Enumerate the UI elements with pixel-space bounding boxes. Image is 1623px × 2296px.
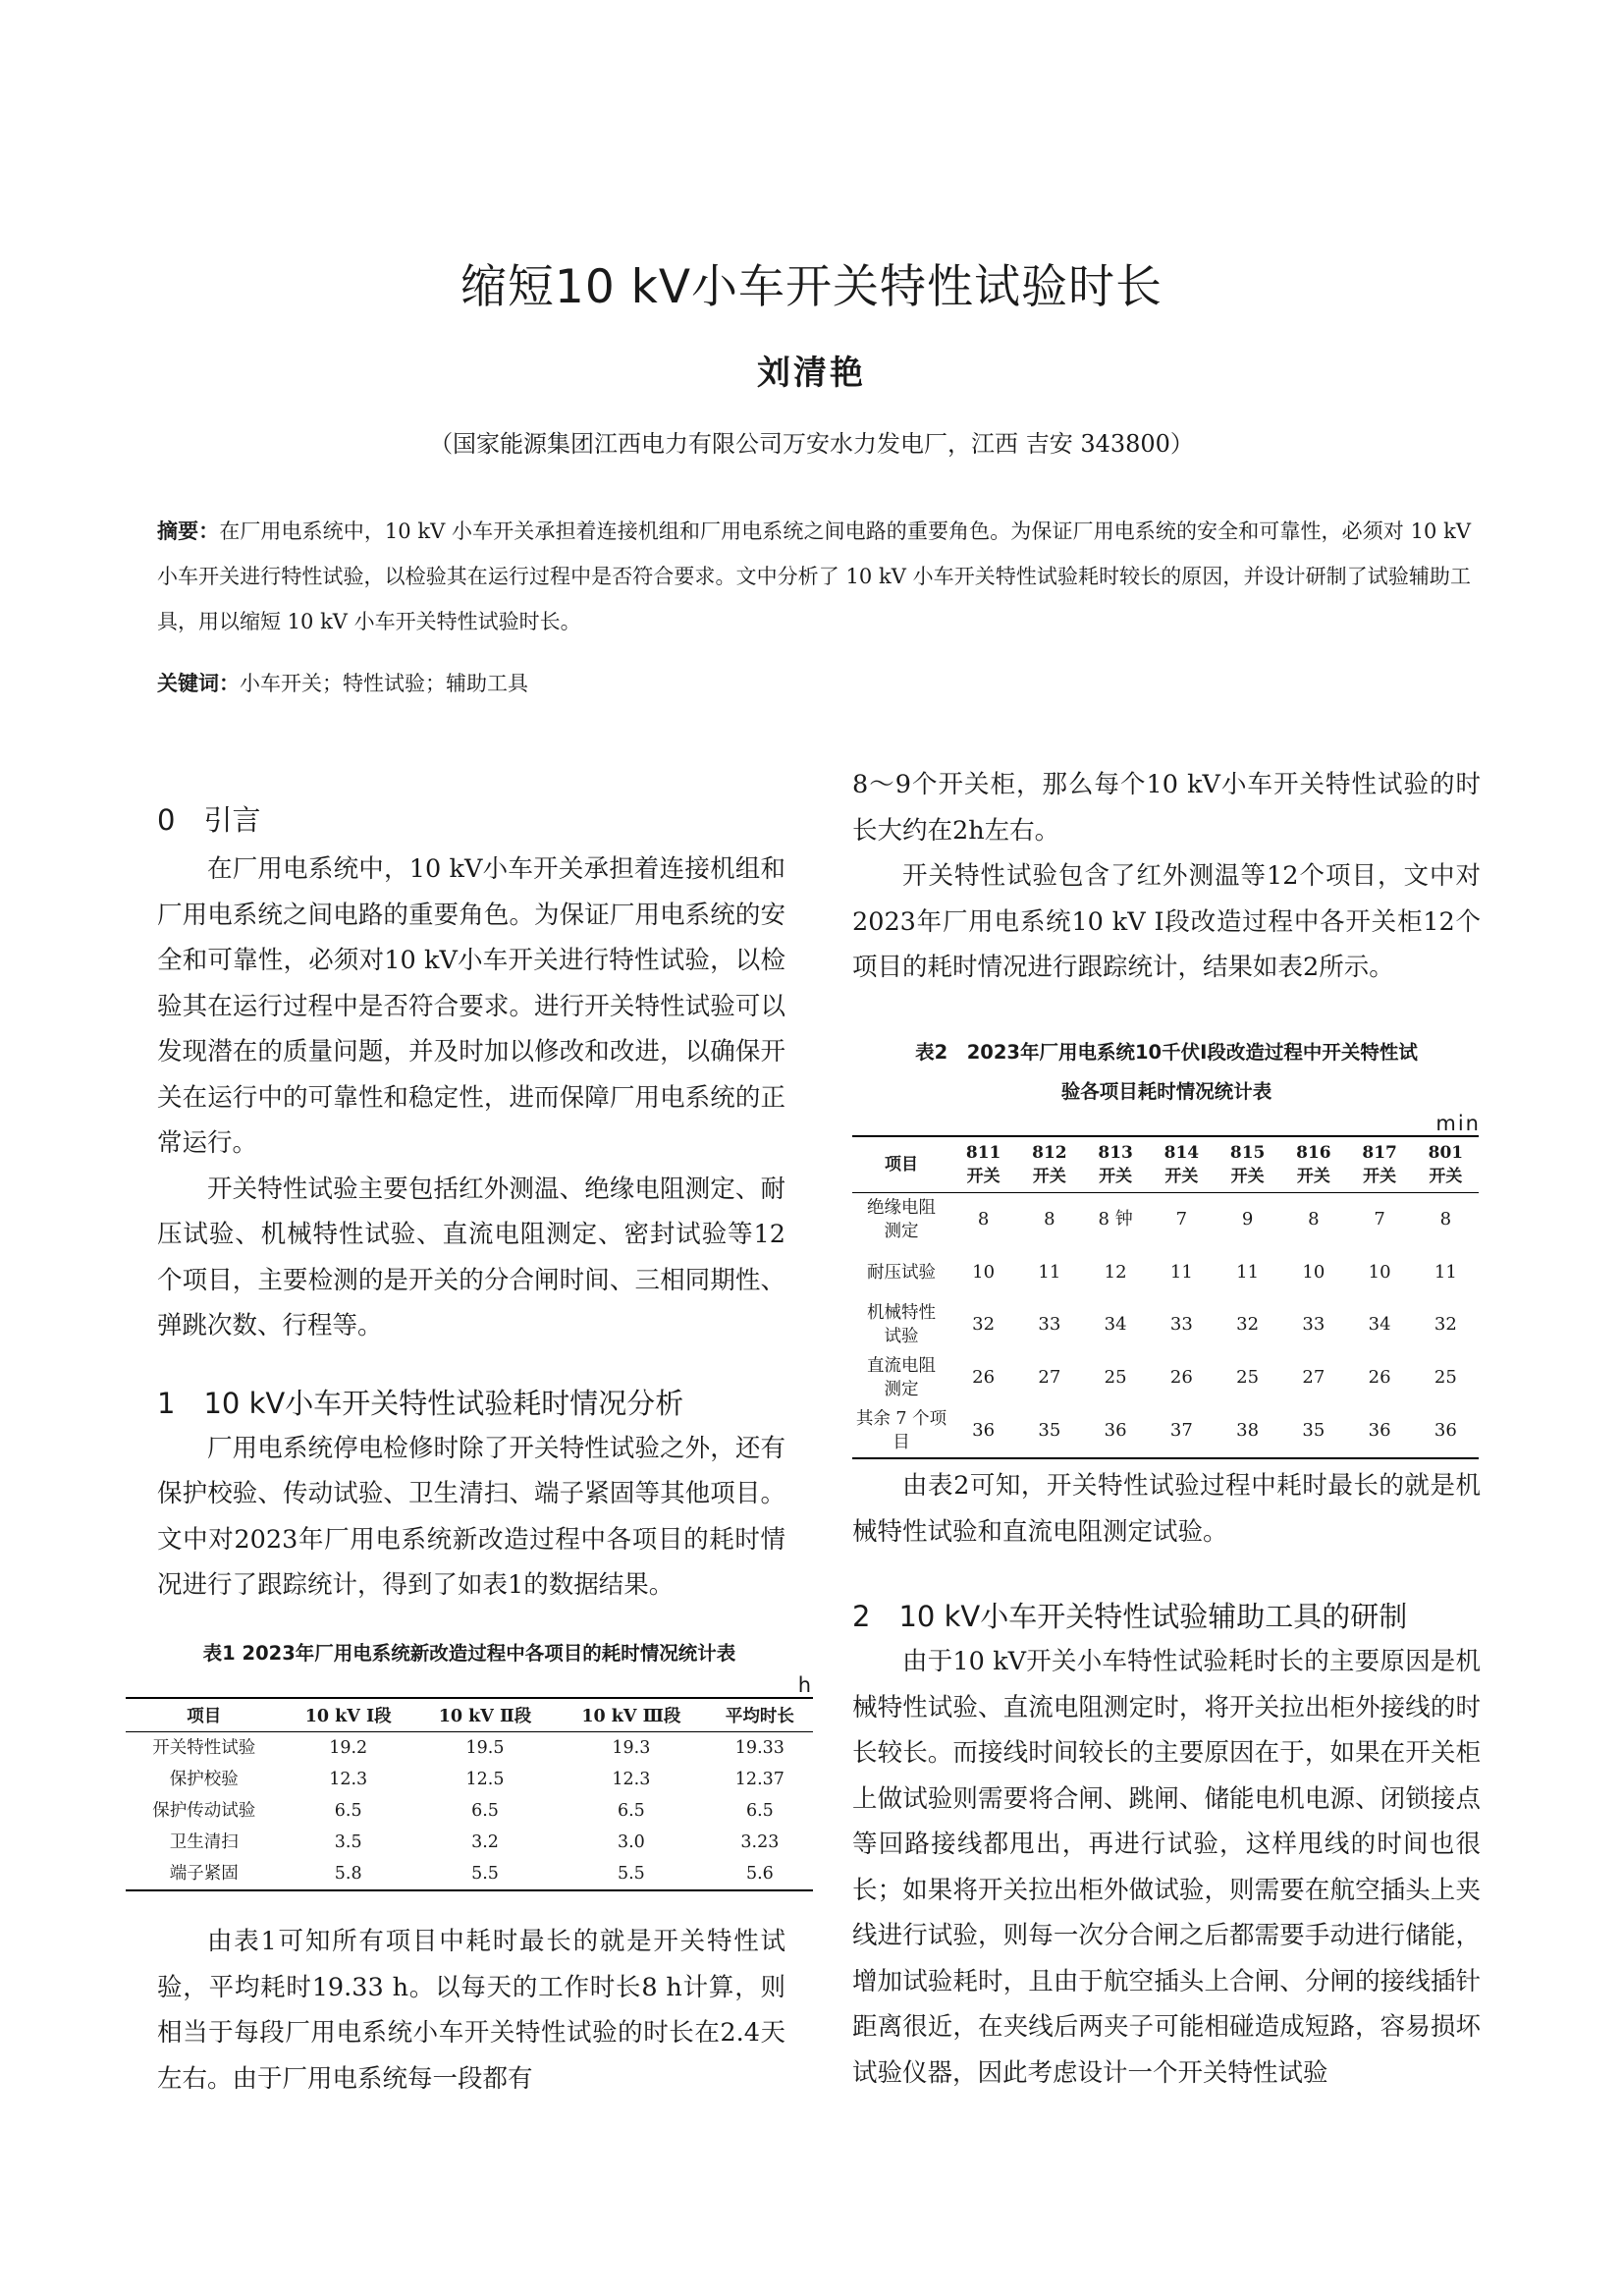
- table-2-cell: 11: [1236, 1261, 1260, 1283]
- table-2-row: [852, 1298, 1479, 1351]
- section-2-heading: 2 10 kV小车开关特性试验辅助工具的研制: [852, 1600, 1408, 1633]
- table-1-cell: 3.0: [617, 1832, 645, 1852]
- table-2-cell: 26: [1368, 1367, 1391, 1388]
- table-2-row: [852, 1193, 1479, 1247]
- table-2-cell: 9: [1241, 1209, 1254, 1230]
- table-2-cell: 其余 7 个项 目: [852, 1404, 950, 1458]
- table-1-header-cell: 10 kV Ⅲ段: [556, 1698, 707, 1732]
- table-2-caption-line-2: 验各项目耗时情况统计表: [1060, 1080, 1272, 1103]
- table-2-cell: 34: [1104, 1314, 1127, 1335]
- section-0-heading: 0 引言: [157, 803, 261, 837]
- table-2-unit: min: [1435, 1112, 1481, 1135]
- table-2-cell: 35: [1016, 1404, 1082, 1458]
- table-2-cell: 36: [1347, 1404, 1413, 1458]
- table-2-cell: 耐压试验: [867, 1262, 936, 1283]
- section-1-paragraph-1: 厂用电系统停电检修时除了开关特性试验之外，还有保护校验、传动试验、卫生清扫、端子紧固等其他项目。文中对2023年厂用电系统新改造过程中各项目的耗时情况进行了跟踪统计，得到了如表1的数据结果。: [157, 1433, 785, 1600]
- table-1-cell: 卫生清扫: [169, 1832, 239, 1852]
- right-paragraph-2: 开关特性试验包含了红外测温等12个项目，文中对2023年厂用电系统10 kV Ⅰ段改造过程中各开关柜12个项目的耗时情况进行跟踪统计，结果如表2所示。: [852, 861, 1481, 982]
- section-1-heading: 1 10 kV小车开关特性试验耗时情况分析: [157, 1386, 684, 1420]
- right-column-continued: [852, 1463, 1481, 2096]
- table-1-cell: 3.5: [334, 1832, 362, 1852]
- table-2-cell: 35: [1280, 1404, 1346, 1458]
- table-2-cell: 11: [1169, 1261, 1193, 1283]
- table-1-row: [126, 1858, 813, 1890]
- table-1-header-cell: 10 kV Ⅱ段: [414, 1698, 556, 1732]
- table-1-header-cell: 平均时长: [707, 1698, 813, 1732]
- table-1: [126, 1697, 813, 1891]
- table-2-cell: 34: [1368, 1314, 1391, 1335]
- table-1-block: [126, 1634, 813, 1891]
- table-1-cell: 5.8: [282, 1858, 413, 1890]
- table-2-cell: 32: [972, 1314, 996, 1335]
- table-1-cell: 5.6: [707, 1858, 813, 1890]
- table-2-cell: 27: [1302, 1367, 1325, 1388]
- table-1-cell: 12.3: [329, 1770, 368, 1789]
- table-2-cell: 8: [977, 1209, 990, 1230]
- table-1-cell: 6.5: [471, 1801, 499, 1821]
- table-2-cell: 33: [1169, 1314, 1193, 1335]
- table-2-header-cell: 814 开关: [1149, 1136, 1215, 1193]
- table-2-header-cell: 816 开关: [1280, 1136, 1346, 1193]
- table-1-cell: 开关特性试验: [152, 1738, 256, 1758]
- table-2-cell: 33: [1038, 1314, 1061, 1335]
- table-2-cell: 32: [1236, 1314, 1260, 1335]
- table-1-cell: 端子紧固: [126, 1858, 282, 1890]
- abstract-label: 摘要：: [157, 519, 220, 543]
- abstract: [157, 509, 1471, 644]
- table-2-cell: 7: [1374, 1209, 1385, 1230]
- table-2-cell: 37: [1149, 1404, 1215, 1458]
- table-2-cell: 32: [1434, 1314, 1457, 1335]
- table-2-cell: 7: [1175, 1209, 1188, 1230]
- table-1-header-cell: 10 kV Ⅰ段: [282, 1698, 413, 1732]
- table-1-cell: 12.5: [465, 1770, 505, 1789]
- affiliation: （国家能源集团江西电力有限公司万安水力发电厂，江西 吉安 343800）: [429, 430, 1194, 458]
- table-1-cell: 保护传动试验: [152, 1801, 256, 1821]
- table-1-cell: 6.5: [334, 1801, 362, 1821]
- table-2-cell: 直流电阻 测定: [867, 1356, 936, 1399]
- table-1-unit: h: [797, 1673, 813, 1697]
- table-2-cell: 8 钟: [1098, 1209, 1133, 1230]
- table-2-cell: 27: [1038, 1367, 1061, 1388]
- table-2-cell: 机械特性 试验: [867, 1303, 936, 1346]
- right-paragraph-3: 由表2可知，开关特性试验过程中耗时最长的就是机械特性试验和直流电阻测定试验。: [852, 1471, 1481, 1547]
- table-1-cell: 19.3: [612, 1738, 651, 1758]
- table-2-cell: 10: [1302, 1261, 1325, 1283]
- left-column: [157, 797, 785, 1609]
- table-1-cell: 19.5: [465, 1738, 505, 1758]
- table-2-cell: 绝缘电阻 测定: [867, 1198, 936, 1241]
- table-2-cell: 25: [1434, 1367, 1457, 1388]
- table-2-header-cell: 项目: [852, 1136, 950, 1193]
- table-1-cell: 3.2: [471, 1832, 499, 1852]
- table-2-header-cell: 817 开关: [1347, 1136, 1413, 1193]
- table-2-row: [852, 1246, 1479, 1298]
- table-1-cell: 19.2: [329, 1738, 368, 1758]
- table-2-header-cell: 801 开关: [1413, 1136, 1479, 1193]
- table-2-header-cell: 815 开关: [1215, 1136, 1280, 1193]
- table-2-cell: 8: [1308, 1209, 1320, 1230]
- section-0-paragraph-2: 开关特性试验主要包括红外测温、绝缘电阻测定、耐压试验、机械特性试验、直流电阻测定、密封试验等12个项目，主要检测的是开关的分合闸时间、三相同期性、弹跳次数、行程等。: [157, 1174, 785, 1340]
- right-paragraph-continued: 8～9个开关柜，那么每个10 kV小车开关特性试验的时长大约在2h左右。: [852, 770, 1481, 846]
- table-1-row: [126, 1827, 813, 1858]
- table-1-row: [126, 1764, 813, 1795]
- table-2-cell: 36: [950, 1404, 1016, 1458]
- table-2-cell: 10: [972, 1261, 996, 1283]
- table-2-cell: 12: [1104, 1261, 1127, 1283]
- table-1-cell: 12.37: [734, 1770, 784, 1789]
- section-1-paragraph-2: 由表1可知所有项目中耗时最长的就是开关特性试验，平均耗时19.33 h。以每天的工作时长8 h计算，则相当于每段厂用电系统小车开关特性试验的时长在2.4天左右。由于厂用电系统每一段都有: [157, 1927, 785, 2094]
- keywords: [157, 664, 1471, 703]
- table-2-cell: 11: [1038, 1261, 1061, 1283]
- section-2-paragraph-1: 由于10 kV开关小车特性试验耗时长的主要原因是机械特性试验、直流电阻测定时，将开关拉出柜外接线的时长较长。而接线时间较长的主要原因在于，如果在开关柜上做试验则需要将合闸、跳闸、储能电机电源、闭锁接点等回路接线都甩出，再进行试验，这样甩线的时间也很长；如果将开关拉出柜外做试验，则需要在航空插头上夹线进行试验，则每一次分合闸之后都需要手动进行储能，增加试验耗时，且由于航空插头上合闸、分闸的接线插针距离很近，在夹线后两夹子可能相碰造成短路，容易损坏试验仪器，因此考虑设计一个开关特性试验: [852, 1647, 1481, 2088]
- table-2-header-cell: 812 开关: [1016, 1136, 1082, 1193]
- table-1-row: [126, 1795, 813, 1827]
- table-2-caption-line-1: 表2 2023年厂用电系统10千伏Ⅰ段改造过程中开关特性试: [915, 1041, 1418, 1064]
- table-2-cell: 36: [1083, 1404, 1149, 1458]
- table-1-cell: 19.33: [734, 1738, 784, 1758]
- table-1-cell: 6.5: [617, 1801, 645, 1821]
- table-1-caption: 表1 2023年厂用电系统新改造过程中各项目的耗时情况统计表: [202, 1642, 736, 1665]
- table-2-row: [852, 1351, 1479, 1404]
- left-column-continued: [157, 1919, 785, 2102]
- table-1-cell: 6.5: [745, 1801, 774, 1821]
- keywords-text: 小车开关；特性试验；辅助工具: [240, 672, 528, 695]
- table-2-cell: 26: [1169, 1367, 1193, 1388]
- table-2-header-cell: 813 开关: [1083, 1136, 1149, 1193]
- table-2-cell: 26: [972, 1367, 996, 1388]
- paper-title: 缩短10 kV小车开关特性试验时长: [460, 260, 1163, 314]
- keywords-label: 关键词：: [157, 672, 240, 695]
- table-2-cell: 8: [1439, 1209, 1452, 1230]
- author-name: 刘清艳: [757, 354, 866, 393]
- table-1-cell: 保护校验: [169, 1770, 239, 1789]
- table-1-cell: 5.5: [414, 1858, 556, 1890]
- table-2-cell: 33: [1302, 1314, 1325, 1335]
- table-1-header-cell: 项目: [126, 1698, 282, 1732]
- table-2-cell: 8: [1044, 1209, 1055, 1230]
- table-2-cell: 36: [1413, 1404, 1479, 1458]
- table-2-cell: 25: [1104, 1367, 1127, 1388]
- table-1-cell: 3.23: [740, 1832, 780, 1852]
- table-2-cell: 38: [1215, 1404, 1280, 1458]
- table-2-row: [852, 1404, 1479, 1458]
- table-1-row: [126, 1732, 813, 1765]
- table-2-cell: 25: [1236, 1367, 1260, 1388]
- table-2-header-cell: 811 开关: [950, 1136, 1016, 1193]
- section-0-paragraph-1: 在厂用电系统中，10 kV小车开关承担着连接机组和厂用电系统之间电路的重要角色。为保证厂用电系统的安全和可靠性，必须对10 kV小车开关进行特性试验，以检验其在运行过程中是否符合要求。进行开关特性试验可以发现潜在的质量问题，并及时加以修改和改进，以确保开关在运行中的可靠性和稳定性，进而保障厂用电系统的正常运行。: [157, 854, 785, 1158]
- table-2: [852, 1135, 1479, 1459]
- abstract-text: 在厂用电系统中，10 kV 小车开关承担着连接机组和厂用电系统之间电路的重要角色。为保证厂用电系统的安全和可靠性，必须对 10 kV 小车开关进行特性试验，以检验其在运行过程中是否符合要求。文中分析了 10 kV 小车开关特性试验耗时较长的原因，并设计研制了试验辅助工具，用以缩短 10 kV 小车开关特性试验时长。: [157, 519, 1471, 633]
- table-2-cell: 10: [1368, 1261, 1391, 1283]
- table-2-block: [852, 1033, 1481, 1459]
- table-1-cell: 12.3: [612, 1770, 651, 1789]
- table-1-cell: 5.5: [556, 1858, 707, 1890]
- table-2-cell: 11: [1434, 1261, 1457, 1283]
- right-column: [852, 762, 1481, 991]
